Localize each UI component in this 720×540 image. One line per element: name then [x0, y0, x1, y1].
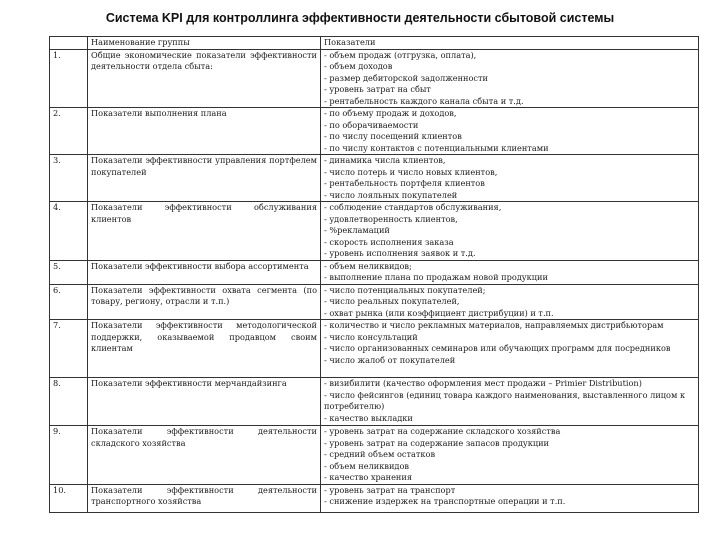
indicators-cell — [321, 378, 699, 426]
group-name: Показатели эффективности выбора ассортимента — [88, 260, 321, 284]
indicators-cell — [321, 484, 699, 512]
kpi-table — [49, 36, 699, 513]
row-number: 3. — [50, 155, 88, 202]
indicator-item: - по объему продаж и доходов, — [324, 108, 457, 118]
indicator-item: - уровень исполнения заявок и т.д. — [324, 248, 476, 258]
table-row — [50, 378, 699, 426]
indicator-item: - число организованных семинаров или обучающих программ для посредников — [324, 343, 671, 353]
indicator-item: - качество выкладки — [324, 412, 413, 423]
indicator-item: - объем продаж (отгрузка, оплата), — [324, 49, 477, 60]
indicator-item: - рентабельность каждого канала сбыта и т.д. — [324, 95, 524, 106]
indicators-cell — [321, 108, 699, 155]
row-number: 6. — [50, 284, 88, 320]
group-name: Показатели эффективности охвата сегмента (по товару, региону, отрасли и т.п.) — [88, 284, 321, 320]
header-indicators-cell: Показатели — [321, 37, 699, 50]
indicator-item: - средний объем остатков — [324, 449, 436, 459]
indicator-item: - число потерь и число новых клиентов, — [324, 166, 498, 177]
indicator-item: - число жалоб от покупателей — [324, 354, 456, 365]
indicators-cell — [321, 155, 699, 202]
row-number: 2. — [50, 108, 88, 155]
indicators-cell — [321, 426, 699, 485]
table-row — [50, 426, 699, 485]
indicator-item: - по числу контактов с потенциальными клиентами — [324, 142, 549, 153]
row-number: 9. — [50, 426, 88, 485]
indicator-item: - объем неликвидов; — [324, 260, 412, 271]
indicator-item: - число консультаций — [324, 331, 418, 342]
row-number: 7. — [50, 320, 88, 378]
table-header-row — [50, 37, 699, 50]
page-title: Система KPI для контроллинга эффективности деятельности сбытовой системы — [105, 11, 615, 25]
group-name: Показатели эффективности методологической поддержки, оказываемой продавцом своим клиентам — [88, 320, 321, 378]
table-row — [50, 202, 699, 261]
indicator-item: - %рекламаций — [324, 225, 390, 235]
indicator-item: - уровень затрат на транспорт — [324, 484, 456, 495]
group-name: Показатели эффективности мерчандайзинга — [88, 378, 321, 426]
indicator-item: - размер дебиторской задолженности — [324, 72, 488, 83]
indicator-item: - количество и число рекламных материалов, направляемых дистрибьюторам — [324, 320, 664, 330]
indicators-cell — [321, 202, 699, 261]
indicators-cell — [321, 284, 699, 320]
indicator-item: - уровень затрат на содержание складского хозяйства — [324, 426, 561, 436]
group-name: Показатели эффективности обслуживания клиентов — [88, 202, 321, 261]
indicator-item: - скорость исполнения заказа — [324, 236, 454, 247]
indicator-item: - снижение издержек на транспортные операции и т.п. — [324, 496, 566, 506]
table-row — [50, 155, 699, 202]
group-name: Показатели эффективности деятельности складского хозяйства — [88, 426, 321, 485]
row-number: 5. — [50, 260, 88, 284]
row-number: 8. — [50, 378, 88, 426]
indicator-item: - число потенциальных покупателей; — [324, 284, 486, 295]
indicator-item: - объем неликвидов — [324, 460, 409, 471]
indicator-item: - выполнение плана по продажам новой продукции — [324, 272, 548, 282]
indicator-item: - рентабельность портфеля клиентов — [324, 178, 485, 188]
table-row — [50, 284, 699, 320]
table-row — [50, 484, 699, 512]
indicator-item: - соблюдение стандартов обслуживания, — [324, 202, 502, 212]
row-number: 1. — [50, 49, 88, 108]
indicator-item: - объем доходов — [324, 61, 393, 71]
indicators-cell — [321, 49, 699, 108]
row-number: 10. — [50, 484, 88, 512]
indicator-item: - число лояльных покупателей — [324, 189, 458, 200]
indicator-item: - удовлетворенность клиентов, — [324, 213, 458, 224]
indicators-cell — [321, 260, 699, 284]
header-num-cell — [50, 37, 88, 50]
group-name: Общие экономические показатели эффективности деятельности отдела сбыта: — [88, 49, 321, 108]
group-name: Показатели эффективности управления портфелем покупателей — [88, 155, 321, 202]
group-name: Показатели эффективности деятельности транспортного хозяйства — [88, 484, 321, 512]
indicator-item: - число фейсингов (единиц товара каждого наименования, выставленного лицом к потребителю) — [324, 389, 686, 411]
indicator-item: - по оборачиваемости — [324, 119, 419, 130]
row-number: 4. — [50, 202, 88, 261]
table-row — [50, 49, 699, 108]
group-name: Показатели выполнения плана — [88, 108, 321, 155]
indicator-item: - уровень затрат на содержание запасов продукции — [324, 437, 550, 448]
indicator-item: - визибилити (качество оформления мест продажи – Primier Distribution) — [324, 378, 642, 388]
table-row — [50, 320, 699, 378]
indicators-cell — [321, 320, 699, 378]
indicator-item: - уровень затрат на сбыт — [324, 84, 431, 94]
indicator-item: - число реальных покупателей, — [324, 296, 460, 306]
indicator-item: - динамика числа клиентов, — [324, 155, 446, 165]
table-row — [50, 260, 699, 284]
indicator-item: - охват рынка (или коэффициент дистрибуции) и т.п. — [324, 307, 554, 318]
indicator-item: - качество хранения — [324, 472, 413, 482]
table-row — [50, 108, 699, 155]
indicator-item: - по числу посещений клиентов — [324, 131, 462, 141]
header-group-cell: Наименование группы — [88, 37, 321, 50]
